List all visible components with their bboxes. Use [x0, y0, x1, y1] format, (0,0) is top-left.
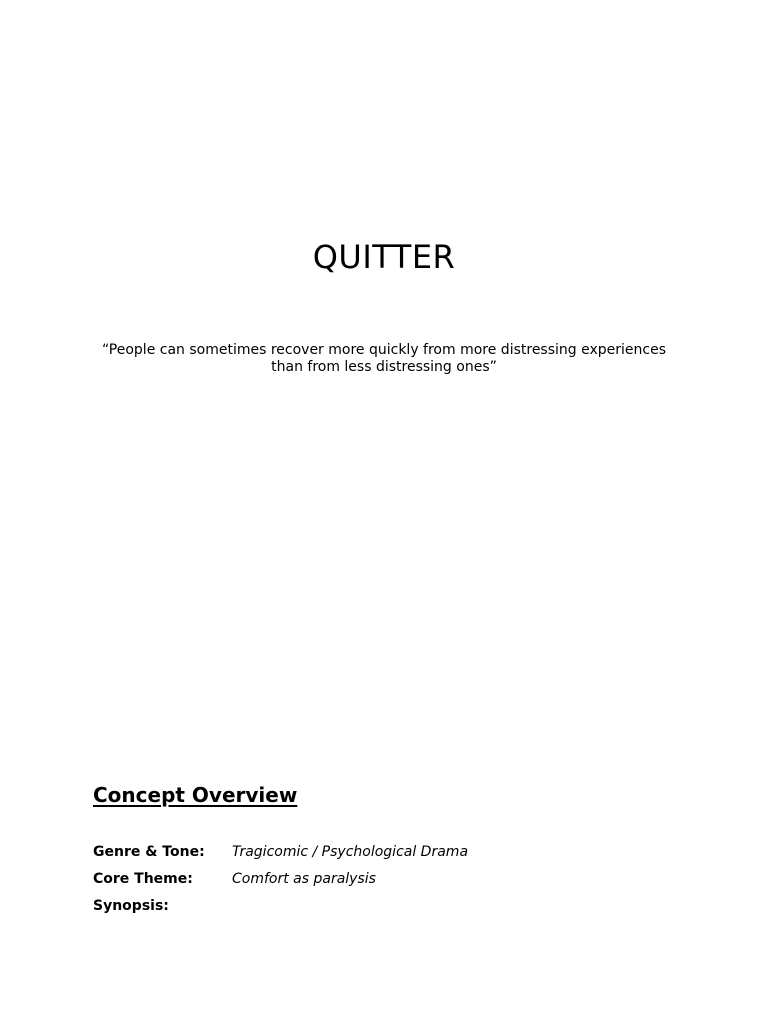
field-label-genre-tone: Genre & Tone:: [93, 844, 205, 860]
field-row-synopsis: [93, 897, 675, 924]
field-value-genre-tone: Tragicomic / Psychological Drama: [232, 844, 469, 860]
concept-overview-fields: [93, 843, 675, 924]
epigraph-quote: “People can sometimes recover more quickly from more distressing experiences than from less distressing ones”: [101, 342, 667, 375]
field-value-core-theme: Comfort as paralysis: [232, 871, 376, 887]
field-label-core-theme: Core Theme:: [93, 871, 193, 887]
section-heading-concept-overview: Concept Overview: [93, 783, 298, 807]
field-row-genre-tone: [93, 843, 675, 870]
field-row-core-theme: [93, 870, 675, 897]
field-label-synopsis: Synopsis:: [93, 898, 169, 914]
document-title: QUITTER: [312, 238, 456, 276]
